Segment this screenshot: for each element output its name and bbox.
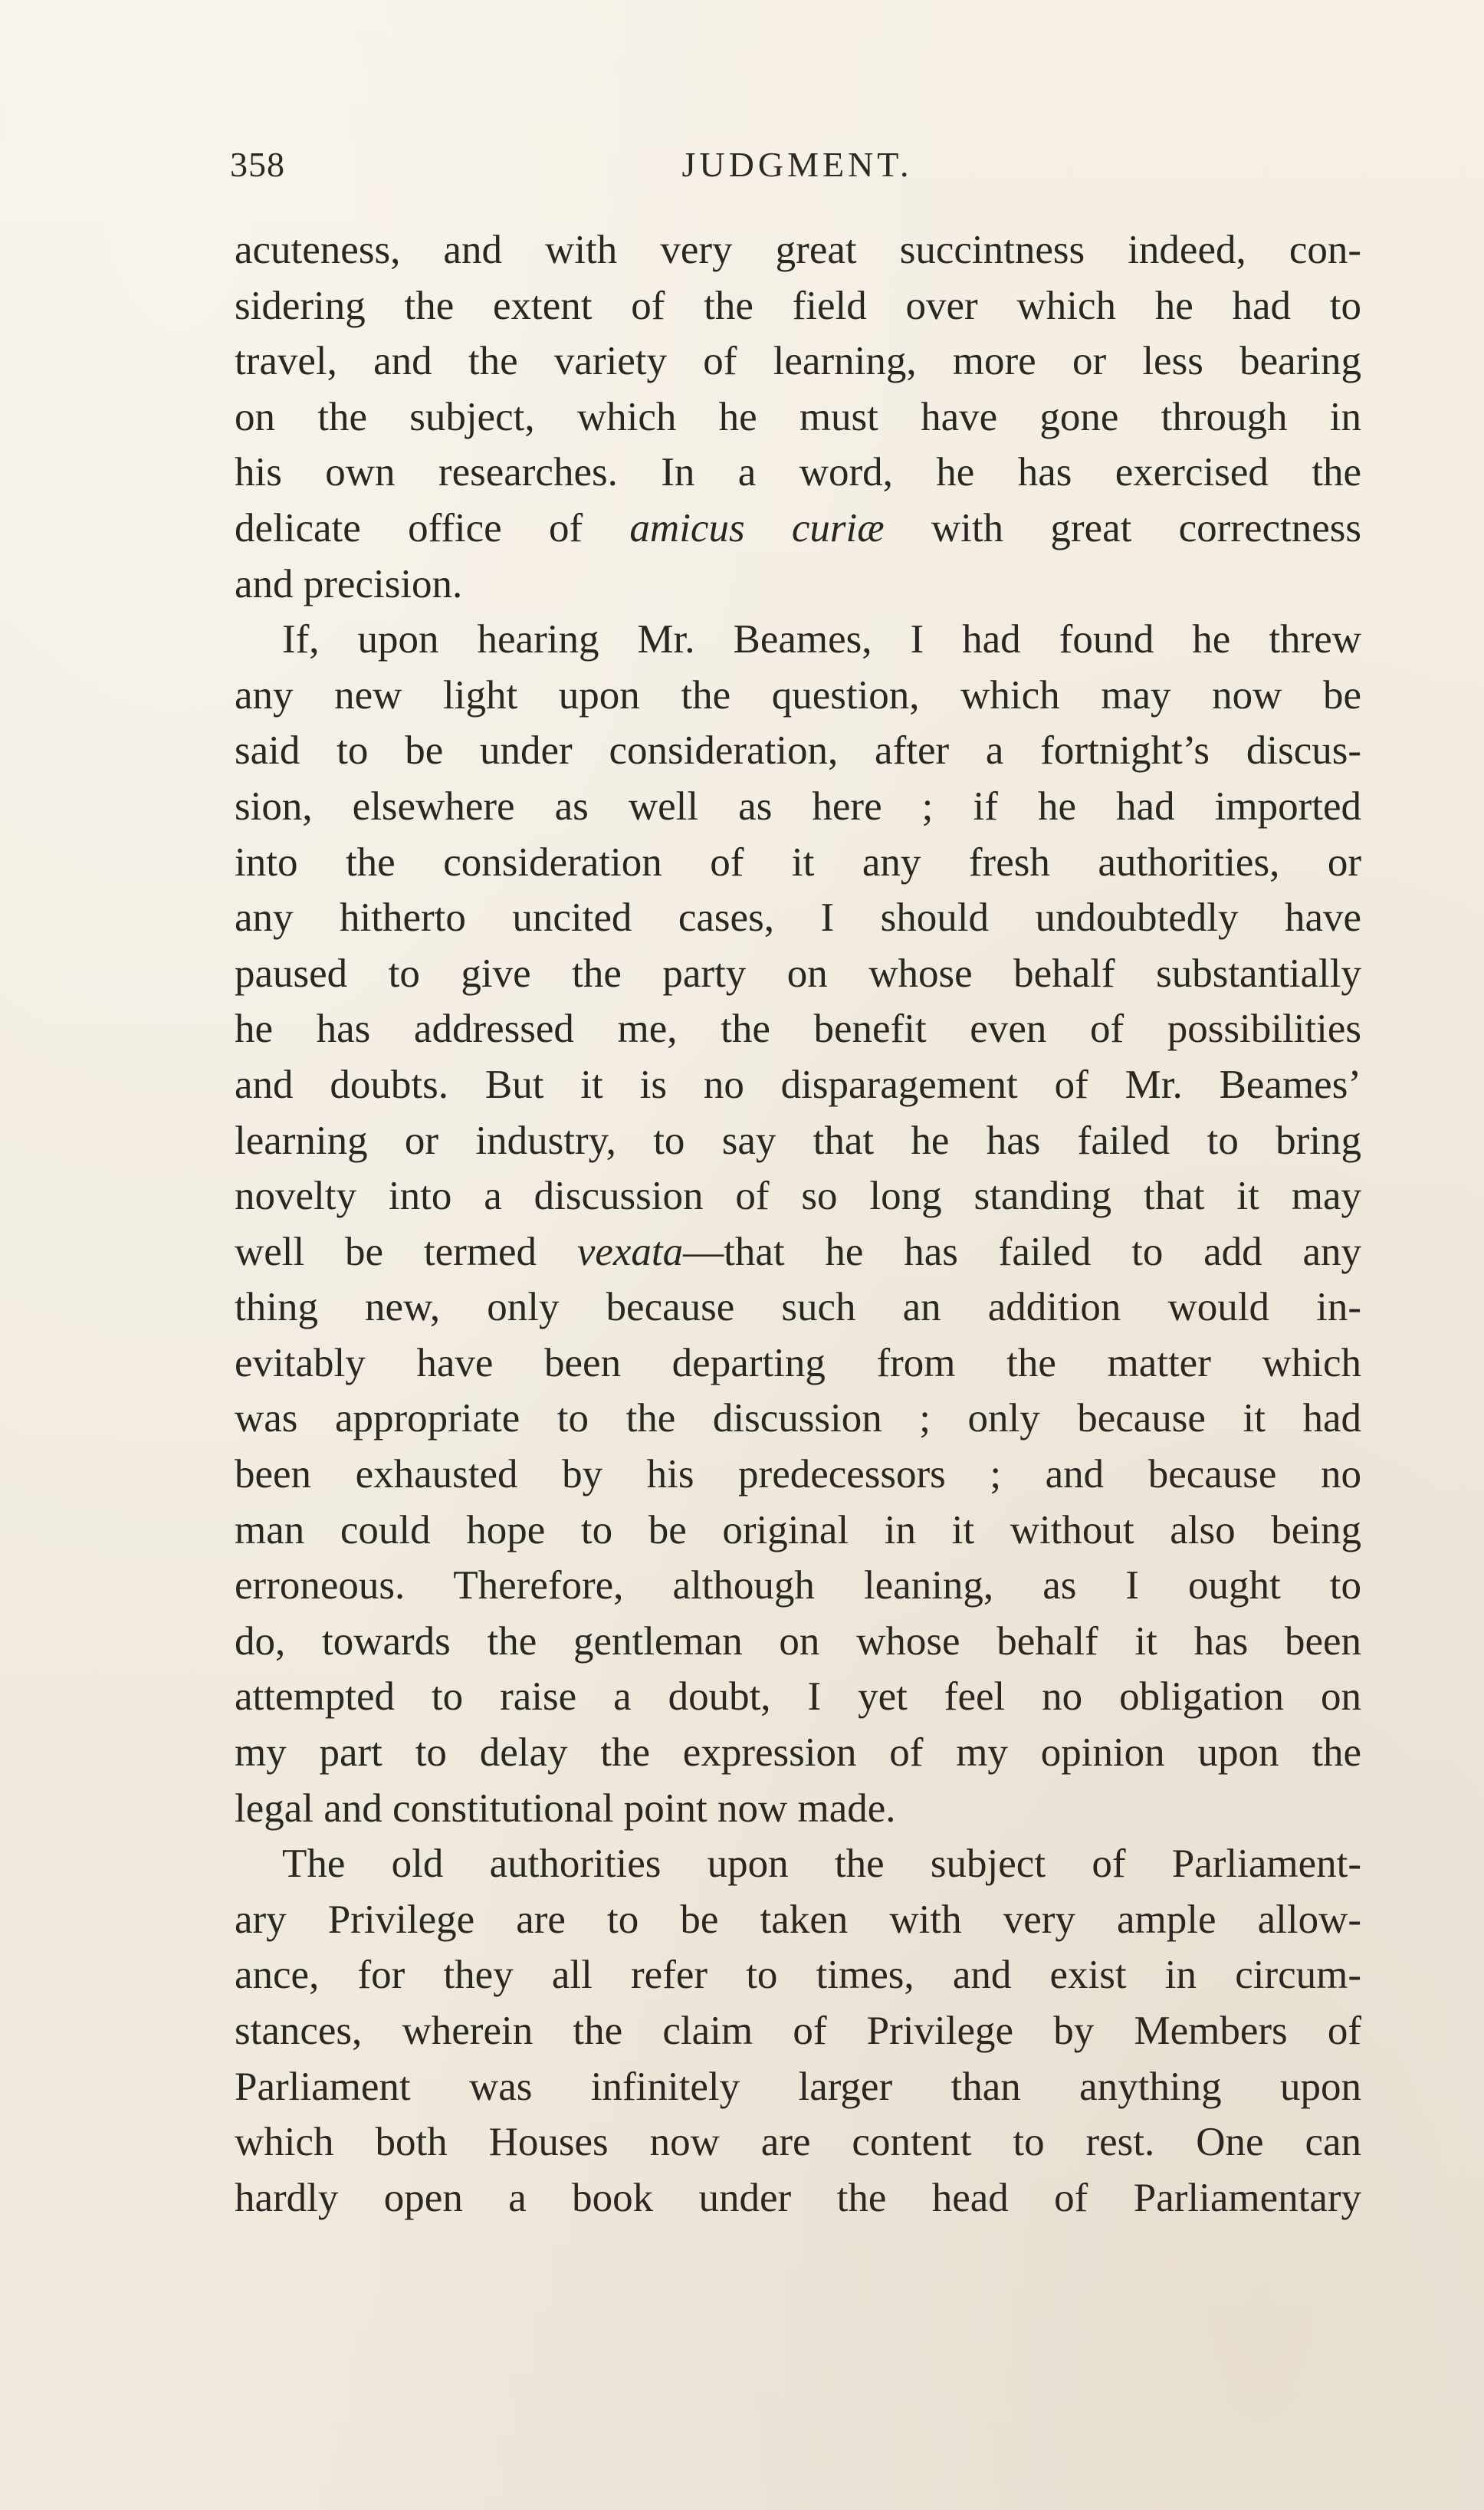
text-line: been exhausted by his predecessors ; and because no bbox=[235, 1452, 1361, 1497]
text-line: Parliament was infinitely larger than anything upon bbox=[235, 2064, 1361, 2109]
text-line: acuteness, and with very great succintness indeed, con- bbox=[235, 228, 1361, 272]
text-line: attempted to raise a doubt, I yet feel no obligation on bbox=[235, 1674, 1361, 1720]
text-line: thing new, only because such an addition would in- bbox=[235, 1285, 1361, 1330]
text-line: any hitherto uncited cases, I should undoubtedly have bbox=[235, 895, 1361, 941]
text-line: said to be under consideration, after a fortnight’s discus- bbox=[235, 728, 1361, 774]
text-line: which both Houses now are content to rest. One can bbox=[235, 2120, 1361, 2165]
text-line: do, towards the gentleman on whose behalf it has been bbox=[235, 1618, 1361, 1664]
latin-term: amicus curiæ bbox=[629, 505, 885, 550]
text-line: delicate office of amicus curiæ with great correctness bbox=[235, 505, 1361, 550]
text-line: learning or industry, to say that he has failed to bring bbox=[235, 1118, 1361, 1163]
running-title: JUDGMENT. bbox=[681, 145, 913, 184]
latin-term: vexata bbox=[576, 1229, 684, 1274]
text-line: ance, for they all refer to times, and exist in circum- bbox=[235, 1953, 1361, 1998]
text-line: was appropriate to the discussion ; only because it had bbox=[235, 1396, 1361, 1441]
text-line: paused to give the party on whose behalf substantially bbox=[235, 951, 1361, 996]
text-line: my part to delay the expression of my opinion upon the bbox=[235, 1730, 1361, 1776]
text-line: man could hope to be original in it without also being bbox=[235, 1507, 1361, 1552]
text-line: he has addressed me, the benefit even of possibilities bbox=[235, 1007, 1361, 1052]
text-line: sion, elsewhere as well as here ; if he had imported bbox=[235, 784, 1361, 829]
text-line: well be termed vexata—that he has failed to add any bbox=[235, 1229, 1361, 1274]
text-line: his own researches. In a word, he has exercised the bbox=[235, 450, 1361, 495]
text-line: and precision. bbox=[235, 561, 463, 606]
text-line: If, upon hearing Mr. Beames, I had found he threw bbox=[282, 617, 1361, 662]
text-line: travel, and the variety of learning, more or less bearing bbox=[235, 339, 1361, 384]
text-line: hardly open a book under the head of Parliamentary bbox=[235, 2175, 1361, 2220]
text-line: ary Privilege are to be taken with very ample allow- bbox=[235, 1897, 1361, 1942]
text-line: evitably have been departing from the matter which bbox=[235, 1340, 1361, 1385]
text-line: legal and constitutional point now made. bbox=[235, 1786, 896, 1831]
text-line: erroneous. Therefore, although leaning, as I ought to bbox=[235, 1563, 1361, 1608]
body-text bbox=[235, 222, 1361, 2226]
text-line: stances, wherein the claim of Privilege by Members of bbox=[235, 2009, 1361, 2053]
text-line: any new light upon the question, which may now be bbox=[235, 672, 1361, 718]
text-line: and doubts. But it is no disparagement of Mr. Beames’ bbox=[235, 1062, 1361, 1107]
text-line: The old authorities upon the subject of Parliament- bbox=[282, 1841, 1361, 1887]
text-line: into the consideration of it any fresh authorities, or bbox=[235, 839, 1361, 885]
running-head bbox=[230, 144, 1364, 198]
text-line: sidering the extent of the field over which he had to bbox=[235, 283, 1361, 328]
text-line: novelty into a discussion of so long standing that it may bbox=[235, 1174, 1361, 1219]
page-number: 358 bbox=[230, 145, 285, 184]
text-line: on the subject, which he must have gone through in bbox=[235, 394, 1361, 439]
